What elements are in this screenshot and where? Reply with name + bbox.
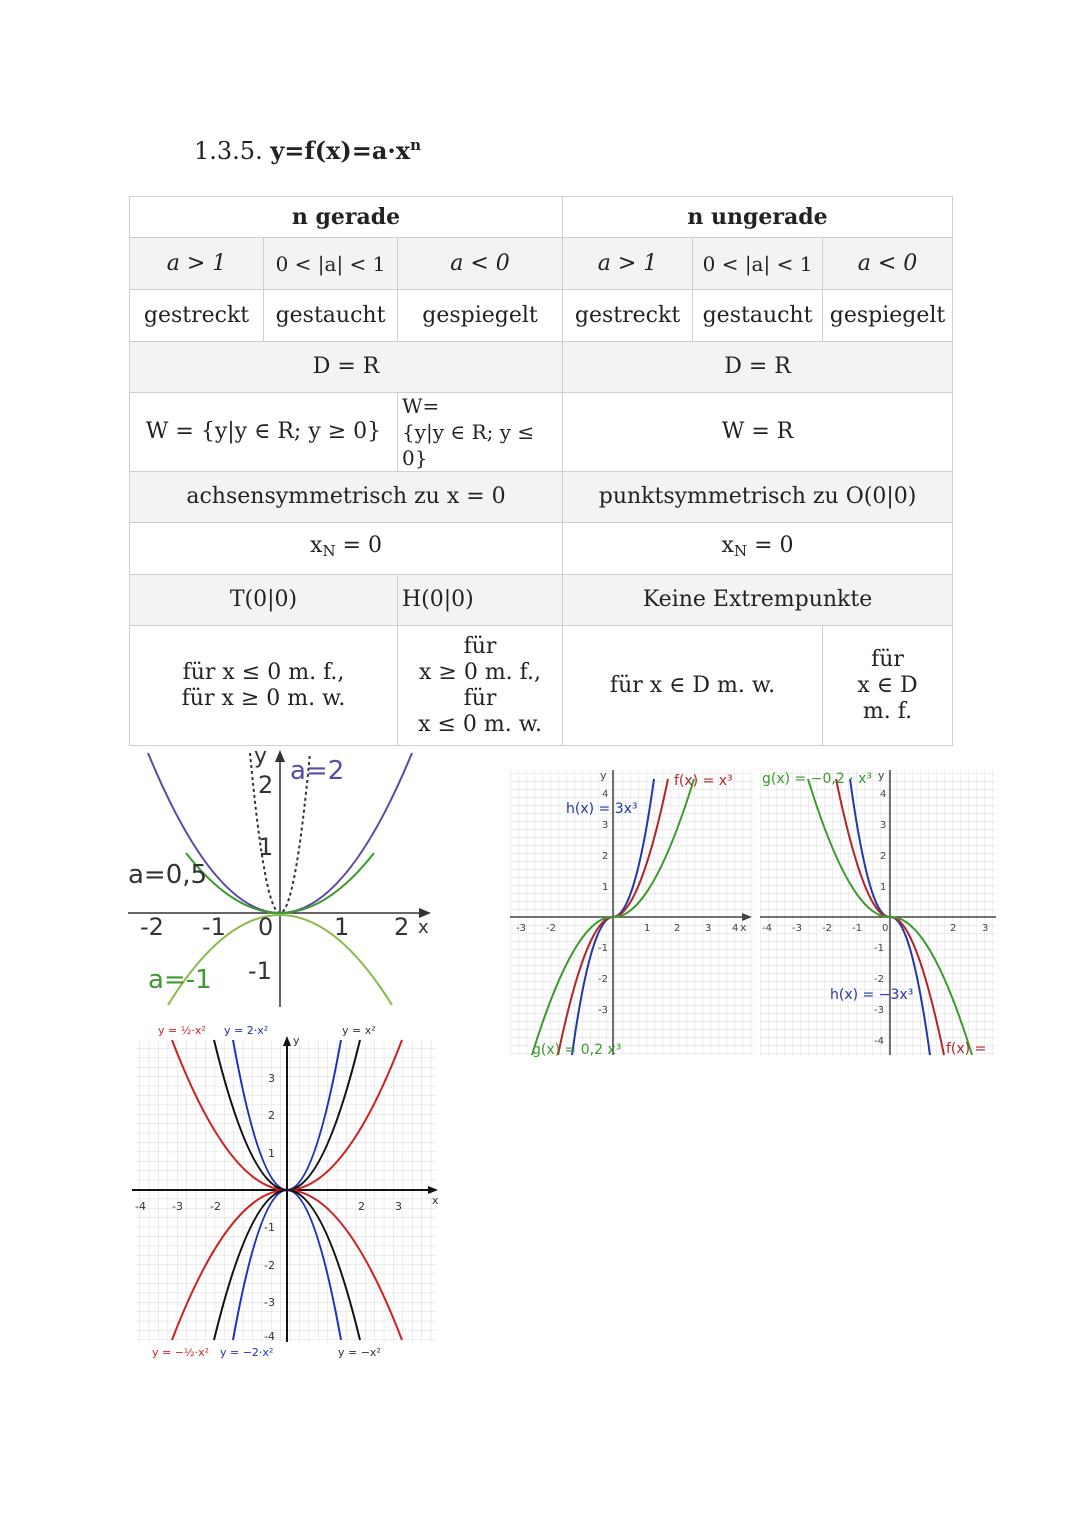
x-tick-label: 4 xyxy=(732,923,739,934)
shape-odd-compressed: gestaucht xyxy=(693,290,823,342)
label-g: g(x) = 0,2 x³ xyxy=(532,1042,622,1058)
section-number: 1.3.5. xyxy=(194,137,263,165)
y-tick-label: 3 xyxy=(602,820,609,831)
symmetry-even: achsensymmetrisch zu x = 0 xyxy=(130,472,563,523)
range-odd: W = R xyxy=(563,393,953,472)
range-even-negative: W= {y|y ∈ R; y ≤ 0} xyxy=(398,393,563,472)
case-even-a-neg: a < 0 xyxy=(398,238,563,290)
label-y-minus-x2: y = −x² xyxy=(338,1346,381,1359)
x-tick-label: 0 xyxy=(882,923,889,934)
label-x: x xyxy=(740,921,747,934)
shape-even-mirrored: gespiegelt xyxy=(398,290,563,342)
label-h: h(x) = −3x³ xyxy=(830,987,914,1003)
label-y: y xyxy=(600,769,607,782)
y-tick-labels xyxy=(248,771,273,985)
monotony-even-negative: für x ≥ 0 m. f., für x ≤ 0 m. w. xyxy=(398,626,563,746)
monotony-even-positive: für x ≤ 0 m. f., für x ≥ 0 m. w. xyxy=(130,626,398,746)
label-a-minus-1: a=-1 xyxy=(148,965,212,995)
header-n-even: n gerade xyxy=(130,197,563,238)
symmetry-odd: punktsymmetrisch zu O(0|0) xyxy=(563,472,953,523)
properties-table xyxy=(129,196,953,746)
label-y-2x2: y = 2·x² xyxy=(224,1024,269,1037)
y-tick-label: -1 xyxy=(264,1221,275,1234)
y-tick-label: 2 xyxy=(258,771,274,799)
x-tick-label: 3 xyxy=(705,923,712,934)
label-h: h(x) = 3x³ xyxy=(566,801,638,817)
extreme-even-negative: H(0|0) xyxy=(398,575,563,626)
label-a-2: a=2 xyxy=(290,756,345,786)
x-tick-label: 2 xyxy=(674,923,681,934)
extreme-odd: Keine Extrempunkte xyxy=(563,575,953,626)
y-tick-label: -1 xyxy=(874,943,884,954)
label-x: x xyxy=(432,1194,439,1207)
case-even-a-between: 0 < |a| < 1 xyxy=(264,238,398,290)
y-tick-label: -4 xyxy=(264,1330,275,1343)
label-g: g(x) = −0,2 · x³ xyxy=(762,771,872,787)
header-n-odd: n ungerade xyxy=(563,197,953,238)
case-odd-a-neg: a < 0 xyxy=(823,238,953,290)
label-y: y xyxy=(254,745,268,769)
case-odd-a-gt-1: a > 1 xyxy=(563,238,693,290)
x-tick-label: -2 xyxy=(210,1200,221,1213)
y-tick-label: -2 xyxy=(598,974,608,985)
zero-odd: $x_N = 0$ xyxy=(563,523,953,575)
y-tick-label: 3 xyxy=(880,820,887,831)
y-tick-label: -1 xyxy=(248,957,272,985)
shape-odd-mirrored: gespiegelt xyxy=(823,290,953,342)
label-x: x xyxy=(418,917,429,938)
range-even-positive: W = {y|y ∈ R; y ≥ 0} xyxy=(130,393,398,472)
x-tick-label: 2 xyxy=(950,923,957,934)
case-even-a-gt-1: a > 1 xyxy=(130,238,264,290)
y-tick-label: 2 xyxy=(602,851,609,862)
y-tick-label: -3 xyxy=(264,1296,275,1309)
y-tick-label: 1 xyxy=(268,1147,275,1160)
label-a-0-5: a=0,5 xyxy=(128,860,208,890)
y-tick-label: 4 xyxy=(602,789,609,800)
y-tick-label: 1 xyxy=(880,882,887,893)
x-tick-label: -2 xyxy=(546,923,556,934)
graph-quadratic-grid xyxy=(130,1020,450,1365)
label-y: y xyxy=(878,769,885,782)
x-tick-label: -2 xyxy=(822,923,832,934)
y-tick-label: -1 xyxy=(598,943,608,954)
y-tick-label: -2 xyxy=(874,974,884,985)
domain-odd: D = R xyxy=(563,342,953,393)
label-f: f(x) = xyxy=(946,1041,987,1057)
y-tick-label: 2 xyxy=(268,1109,275,1122)
x-tick-label: 3 xyxy=(395,1200,402,1213)
x-tick-label: 2 xyxy=(394,913,410,941)
label-y: y xyxy=(293,1034,300,1047)
x-tick-label: -2 xyxy=(140,913,164,941)
x-tick-label: -4 xyxy=(135,1200,146,1213)
y-tick-label: 2 xyxy=(880,851,887,862)
shape-even-stretched: gestreckt xyxy=(130,290,264,342)
x-tick-label: -3 xyxy=(516,923,526,934)
x-tick-labels xyxy=(140,913,409,941)
zero-even: $x_N = 0$ xyxy=(130,523,563,575)
y-tick-label: 4 xyxy=(880,789,887,800)
label-y-minus-half-x2: y = −½·x² xyxy=(152,1346,210,1359)
case-odd-a-between: 0 < |a| < 1 xyxy=(693,238,823,290)
x-tick-label: 1 xyxy=(334,913,350,941)
x-tick-label: -1 xyxy=(852,923,862,934)
y-tick-label: 3 xyxy=(268,1072,275,1085)
x-tick-label: -3 xyxy=(172,1200,183,1213)
monotony-odd-positive: für x ∈ D m. w. xyxy=(563,626,823,746)
domain-even: D = R xyxy=(130,342,563,393)
x-tick-label: -4 xyxy=(762,923,772,934)
y-tick-label: 1 xyxy=(258,833,274,861)
x-tick-label: -3 xyxy=(792,923,802,934)
x-tick-label: 2 xyxy=(358,1200,365,1213)
shape-even-compressed: gestaucht xyxy=(264,290,398,342)
shape-odd-stretched: gestreckt xyxy=(563,290,693,342)
extreme-even-positive: T(0|0) xyxy=(130,575,398,626)
section-formula: $y=f(x)=a\cdot x^n$ xyxy=(270,136,421,165)
y-tick-label: -4 xyxy=(874,1036,884,1047)
x-tick-label: 1 xyxy=(644,923,651,934)
y-tick-label: -2 xyxy=(264,1259,275,1272)
graph-quadratic-a-values xyxy=(128,745,440,1010)
graph-cubic-positive xyxy=(510,765,760,1060)
x-tick-label: 0 xyxy=(258,913,274,941)
label-y-x2: y = x² xyxy=(342,1024,376,1037)
monotony-odd-negative: für x ∈ D m. f. xyxy=(823,626,953,746)
y-axis-arrow xyxy=(275,750,285,762)
x-tick-label: -1 xyxy=(202,913,226,941)
label-f: f(x) = x³ xyxy=(674,773,733,789)
graph-cubic-negative xyxy=(760,765,1000,1060)
y-tick-label: -3 xyxy=(874,1005,884,1016)
label-y-minus-2x2: y = −2·x² xyxy=(220,1346,274,1359)
y-tick-label: 1 xyxy=(602,882,609,893)
y-tick-label: -3 xyxy=(598,1005,608,1016)
label-y-half-x2: y = ½·x² xyxy=(158,1024,206,1037)
x-tick-label: 3 xyxy=(982,923,989,934)
section-heading xyxy=(194,136,421,165)
